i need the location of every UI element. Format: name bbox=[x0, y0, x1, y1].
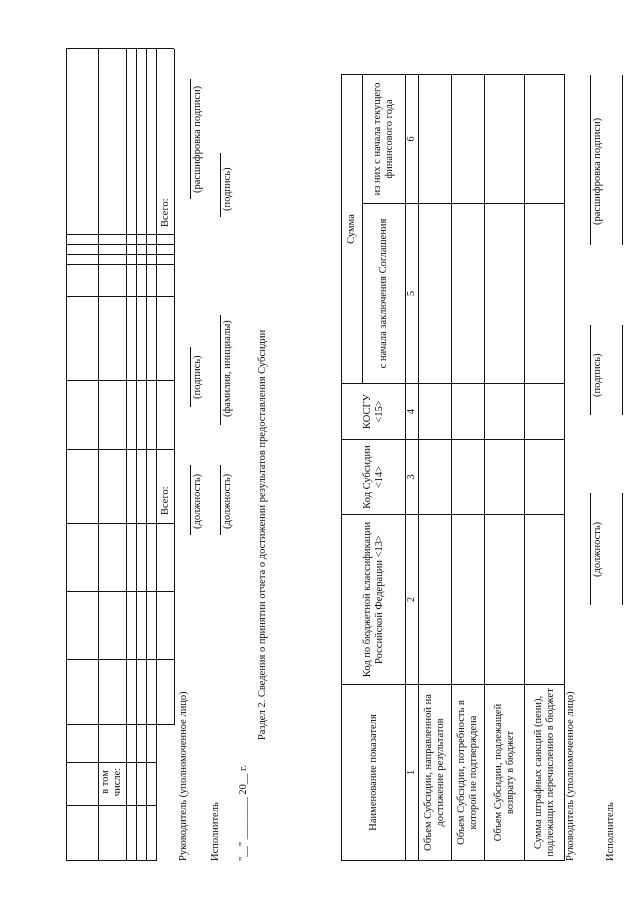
row-label: Объем Субсидии, направленной на достижение результатов bbox=[419, 685, 452, 861]
table-cell bbox=[452, 440, 485, 515]
header-kosgu: КОСГУ <15> bbox=[342, 384, 406, 440]
date-line: "__" ________ 20__ г. bbox=[238, 765, 249, 861]
table-row bbox=[452, 74, 485, 860]
col-number: 5 bbox=[406, 204, 419, 384]
in-that-number-label: в том числе: bbox=[100, 767, 123, 797]
row-label: Объем Субсидии, подлежащей возврату в бюджет bbox=[485, 685, 525, 861]
executor-signature-caption: (подпись) bbox=[222, 167, 233, 211]
table-row bbox=[525, 74, 565, 860]
table-cell bbox=[525, 515, 565, 685]
total-label-1: Всего: bbox=[160, 486, 171, 515]
bottom-executor-label: Исполнитель bbox=[605, 802, 616, 861]
col-number: 4 bbox=[406, 384, 419, 440]
table-cell bbox=[485, 515, 525, 685]
table-cell bbox=[485, 384, 525, 440]
executor-label: Исполнитель bbox=[210, 802, 221, 861]
section2-table bbox=[341, 74, 565, 861]
bottom-signature-caption: (подпись) bbox=[592, 353, 603, 397]
table-cell bbox=[525, 74, 565, 203]
table-cell bbox=[419, 74, 452, 203]
table-cell bbox=[525, 440, 565, 515]
header-sum: Сумма bbox=[342, 74, 363, 383]
table-cell bbox=[419, 515, 452, 685]
table-cell bbox=[525, 204, 565, 384]
header-name: Наименование показателя bbox=[342, 685, 406, 861]
col-number: 3 bbox=[406, 440, 419, 515]
row-label: Объем Субсидии, потребность в которой не подтверждена bbox=[452, 685, 485, 861]
col-number: 6 bbox=[406, 74, 419, 203]
table-cell bbox=[419, 204, 452, 384]
executor-name-caption: (фамилия, инициалы) bbox=[222, 320, 233, 417]
table-cell bbox=[485, 440, 525, 515]
head-signature-caption: (подпись) bbox=[192, 355, 203, 399]
table-cell bbox=[452, 74, 485, 203]
table-cell bbox=[485, 74, 525, 203]
head-label: Руководитель (уполномоченное лицо) bbox=[178, 691, 189, 861]
table-cell bbox=[525, 384, 565, 440]
head-position-caption: (должность) bbox=[192, 473, 203, 529]
table-cell bbox=[485, 204, 525, 384]
section2-title: Раздел 2. Сведения о принятии отчета о достижении результатов предоставления Субсидии bbox=[257, 329, 268, 740]
header-kbk: Код по бюджетной классификации Российской Федерации <13> bbox=[342, 515, 406, 685]
bottom-decoding-caption: (расшифровка подписи) bbox=[592, 117, 603, 225]
header-sum-from-year: из них с начала текущего финансового года bbox=[363, 74, 406, 203]
head-decoding-caption: (расшифровка подписи) bbox=[192, 85, 203, 193]
header-sum-from-agreement: с начала заключения Соглашения bbox=[363, 204, 406, 384]
header-subsidy-code: Код Субсидии <14> bbox=[342, 440, 406, 515]
total-label-2: Всего: bbox=[160, 198, 171, 227]
column-number-row bbox=[406, 74, 419, 860]
table-row bbox=[485, 74, 525, 860]
bottom-position-caption: (должность) bbox=[592, 521, 603, 577]
table-cell bbox=[452, 515, 485, 685]
col-number: 2 bbox=[406, 515, 419, 685]
table-row bbox=[419, 74, 452, 860]
table-cell bbox=[419, 440, 452, 515]
col-number: 1 bbox=[406, 685, 419, 861]
table-cell bbox=[452, 384, 485, 440]
bottom-head-label: Руководитель (уполномоченное лицо) bbox=[565, 691, 576, 861]
table-cell bbox=[452, 204, 485, 384]
table-cell bbox=[419, 384, 452, 440]
row-label: Сумма штрафных санкций (пени), подлежащих перечислению в бюджет bbox=[525, 685, 565, 861]
executor-position-caption: (должность) bbox=[222, 473, 233, 529]
